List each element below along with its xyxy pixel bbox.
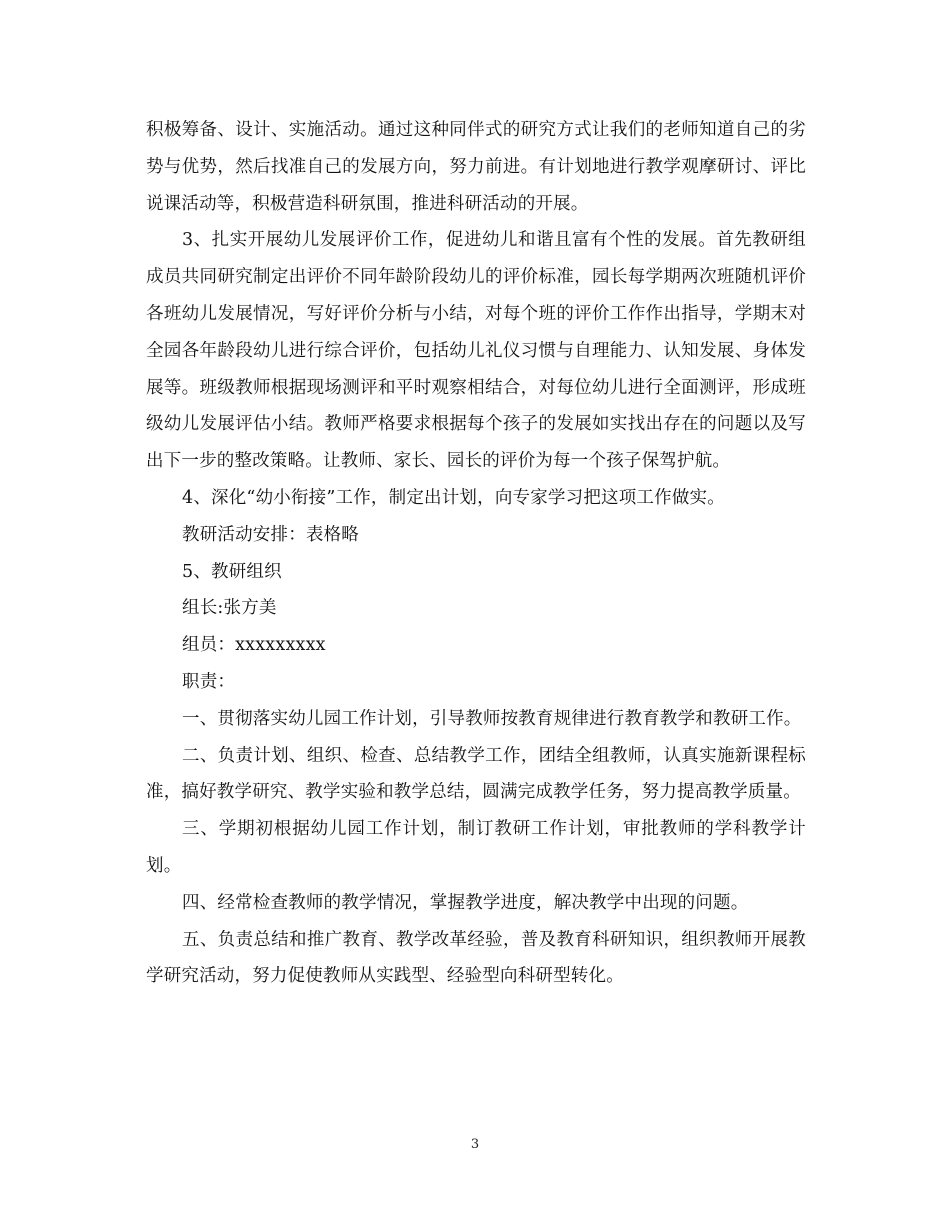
paragraph-duty-4: 四、经常检查教师的教学情况，掌握教学进度，解决教学中出现的问题。 xyxy=(182,892,749,913)
page-body xyxy=(146,112,806,995)
page-number: 3 xyxy=(470,1137,480,1152)
paragraph-group-members: 组员：xxxxxxxxx xyxy=(182,635,326,656)
paragraph-duty-2: 二、负责计划、组织、检查、总结教学工作，团结全组教师，认真实施新课程标准，搞好教学研究、教学实验和教学总结，圆满完成教学任务，努力提高教学质量。 xyxy=(146,745,806,803)
paragraph-group-leader: 组长:张方美 xyxy=(182,598,277,619)
paragraph-item-5-organization: 5、教研组织 xyxy=(182,561,282,582)
paragraph-activity-schedule: 教研活动安排：表格略 xyxy=(182,524,359,545)
paragraph-continuation: 积极筹备、设计、实施活动。通过这种同伴式的研究方式让我们的老师知道自己的劣势与优势，然后找准自己的发展方向，努力前进。有计划地进行教学观摩研讨、评比说课活动等，积极营造科研氛围，推进科研活动的开展。 xyxy=(146,120,806,214)
paragraph-duty-5: 五、负责总结和推广教育、教学改革经验，普及教育科研知识，组织教师开展教学研究活动，努力促使教师从实践型、经验型向科研型转化。 xyxy=(146,929,806,987)
paragraph-duties-heading: 职责： xyxy=(182,671,236,692)
paragraph-item-4-transition: 4、深化“幼小衔接”工作，制定出计划，向专家学习把这项工作做实。 xyxy=(182,487,725,508)
paragraph-duty-1: 一、贯彻落实幼儿园工作计划，引导教师按教育规律进行教育教学和教研工作。 xyxy=(182,708,802,729)
paragraph-duty-3: 三、学期初根据幼儿园工作计划，制订教研工作计划，审批教师的学科教学计划。 xyxy=(146,819,806,876)
paragraph-item-3-evaluation: 3、扎实开展幼儿发展评价工作，促进幼儿和谐且富有个性的发展。首先教研组成员共同研究制定出评价不同年龄阶段幼儿的评价标准，园长每学期两次班随机评价各班幼儿发展情况，写好评价分析与小结，对每个班的评价工作作出指导，学期末对全园各年龄段幼儿进行综合评价，包括幼儿礼仪习惯与自理能力、认知发展、身体发展等。班级教师根据现场测评和平时观察相结合，对每位幼儿进行全面测评，形成班级幼儿发展评估小结。教师严格要求根据每个孩子的发展如实找出存在的问题以及写出下一步的整改策略。让教师、家长、园长的评价为每一个孩子保驾护航。 xyxy=(146,230,806,472)
